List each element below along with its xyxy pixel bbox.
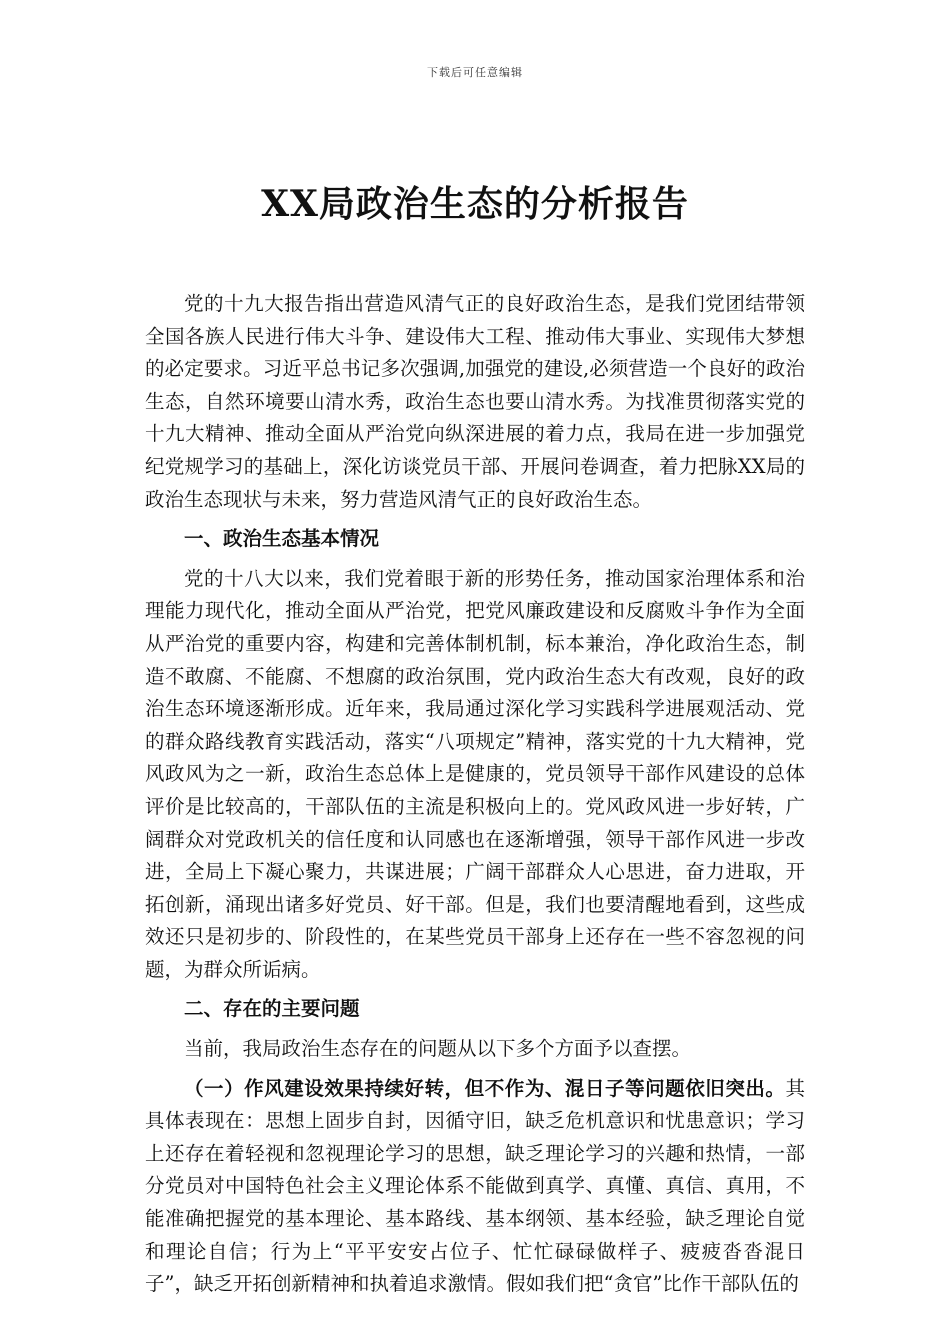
section-2-heading: 二、存在的主要问题 xyxy=(184,997,360,1021)
document-body xyxy=(145,288,805,1301)
section-1-paragraph: 党的十八大以来，我们党着眼于新的形势任务，推动国家治理体系和治理能力现代化，推动全面从严治党，把党风廉政建设和反腐败斗争作为全面从严治党的重要内容，构建和完善体制机制，标本兼治，净化政治生态，制造不敢腐、不能腐、不想腐的政治氛围，党内政治生态大有改观，良好的政治生态环境逐渐形成。近年来，我局通过深化学习实践科学进展观活动、党的群众路线教育实践活动，落实“八项规定”精神，落实党的十九大精神，党风政风为之一新，政治生态总体上是健康的，党员领导干部作风建设的总体评价是比较高的，干部队伍的主流是积极向上的。党风政风进一步好转，广阔群众对党政机关的信任度和认同感也在逐渐增强，领导干部作风进一步改进，全局上下凝心聚力，共谋进展；广阔干部群众人心思进，奋力进取，开拓创新，涌现出诸多好党员、好干部。但是，我们也要清醒地看到，这些成效还只是初步的、阶段性的，在某些党员干部身上还存在一些不容忽视的问题，为群众所诟病。 xyxy=(145,566,805,981)
section-2-item-1-paragraph xyxy=(145,1073,805,1301)
section-2-intro-paragraph: 当前，我局政治生态存在的问题从以下多个方面予以查摆。 xyxy=(184,1037,692,1061)
intro-paragraph: 党的十九大报告指出营造风清气正的良好政治生态，是我们党团结带领全国各族人民进行伟大斗争、建设伟大工程、推动伟大事业、实现伟大梦想的必定要求。习近平总书记多次强调,加强党的建设,必须营造一个良好的政治生态，自然环境要山清水秀，政治生态也要山清水秀。为找准贯彻落实党的十九大精神、推动全面从严治党向纵深进展的着力点，我局在进一步加强党纪党规学习的基础上，深化访谈党员干部、开展问卷调查，着力把脉XX局的政治生态现状与未来，努力营造风清气正的良好政治生态。 xyxy=(145,292,805,511)
item-1-body: 其具体表现在：思想上固步自封，因循守旧，缺乏危机意识和忧患意识；学习上还存在着轻视和忽视理论学习的思想，缺乏理论学习的兴趣和热情，一部分党员对中国特色社会主义理论体系不能做到真学、真懂、真信、真用，不能准确把握党的基本理论、基本路线、基本纲领、基本经验，缺乏理论自觉和理论自信；行为上“平平安安占位子、忙忙碌碌做样子、疲疲沓沓混日子”，缺乏开拓创新精神和执着追求激情。假如我们把“贪官”比作干部队伍的 xyxy=(145,1076,805,1296)
section-1-heading: 一、政治生态基本情况 xyxy=(184,527,380,551)
header-note: 下载后可任意编辑 xyxy=(427,66,523,79)
item-1-lead: （一）作风建设效果持续好转，但不作为、混日子等问题依旧突出。 xyxy=(184,1076,786,1100)
page-title: XX局政治生态的分析报告 xyxy=(261,183,689,225)
